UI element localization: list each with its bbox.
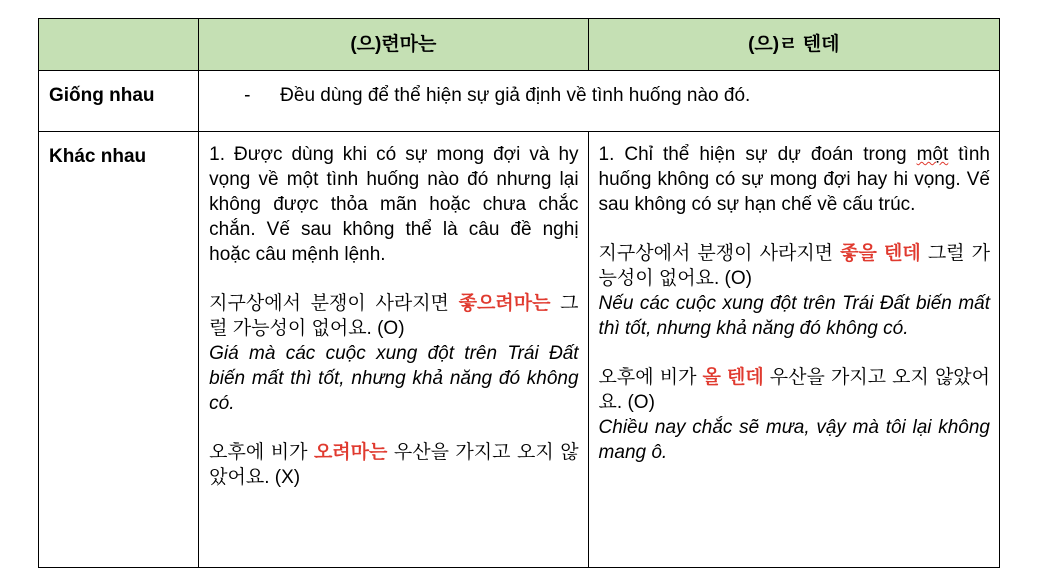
diff-left-cell [199,132,588,568]
left-example-2-highlight: 오려마는 [313,442,388,463]
diff-row-label: Khác nhau [39,132,199,568]
header-col2: (으)ㄹ 텐데 [588,19,999,71]
right-example-1-translation: Nếu các cuộc xung đột trên Trái Đất biến mất thì tốt, nhưng khả năng đó không có. [598,293,990,339]
left-example-2: 오후에 비가 오려마는 우산을 가지고 오지 않았어요. (X) [209,442,579,488]
right-example-1: 지구상에서 분쟁이 사라지면 좋을 텐데 그럴 가능성이 없어요. (O) [598,243,991,289]
comparison-table [38,18,1000,568]
left-example-1-highlight: 좋으려마는 [458,293,551,314]
diff-row [39,132,1000,568]
left-description: 1. Được dùng khi có sự mong đợi và hy vọng về một tình huống nào đó nhưng lại không được thỏa mãn hoặc chưa chắc chắn. Vế sau không thể là câu đề nghị hoặc câu mệnh lệnh. [209,144,579,265]
same-row [39,71,1000,132]
right-description: 1. Chỉ thể hiện sự dự đoán trong một tình huống không có sự mong đợi hay hi vọng. Vế sau không có sự hạn chế về cấu trúc. [598,144,990,215]
same-row-text: Đều dùng để thể hiện sự giả định về tình huống nào đó. [280,85,751,106]
header-row [39,19,1000,71]
spellcheck-underline: một [916,144,949,165]
bullet-dash: - [244,85,251,106]
left-example-1: 지구상에서 분쟁이 사라지면 좋으려마는 그럴 가능성이 없어요. (O) [209,293,579,339]
right-example-2-highlight: 올 텐데 [702,367,764,388]
left-example-1-translation: Giá mà các cuộc xung đột trên Trái Đất biến mất thì tốt, nhưng khả năng đó không có. [209,343,579,414]
diff-right-cell [588,132,999,568]
same-row-cell [199,71,1000,132]
header-empty-cell [39,19,199,71]
right-example-2: 오후에 비가 올 텐데 우산을 가지고 오지 않았어요. (O) [598,367,991,413]
header-col1: (으)련마는 [199,19,588,71]
same-row-label: Giống nhau [39,71,199,132]
right-example-1-highlight: 좋을 텐데 [840,243,921,264]
right-example-2-translation: Chiều nay chắc sẽ mưa, vậy mà tôi lại không mang ô. [598,417,990,463]
